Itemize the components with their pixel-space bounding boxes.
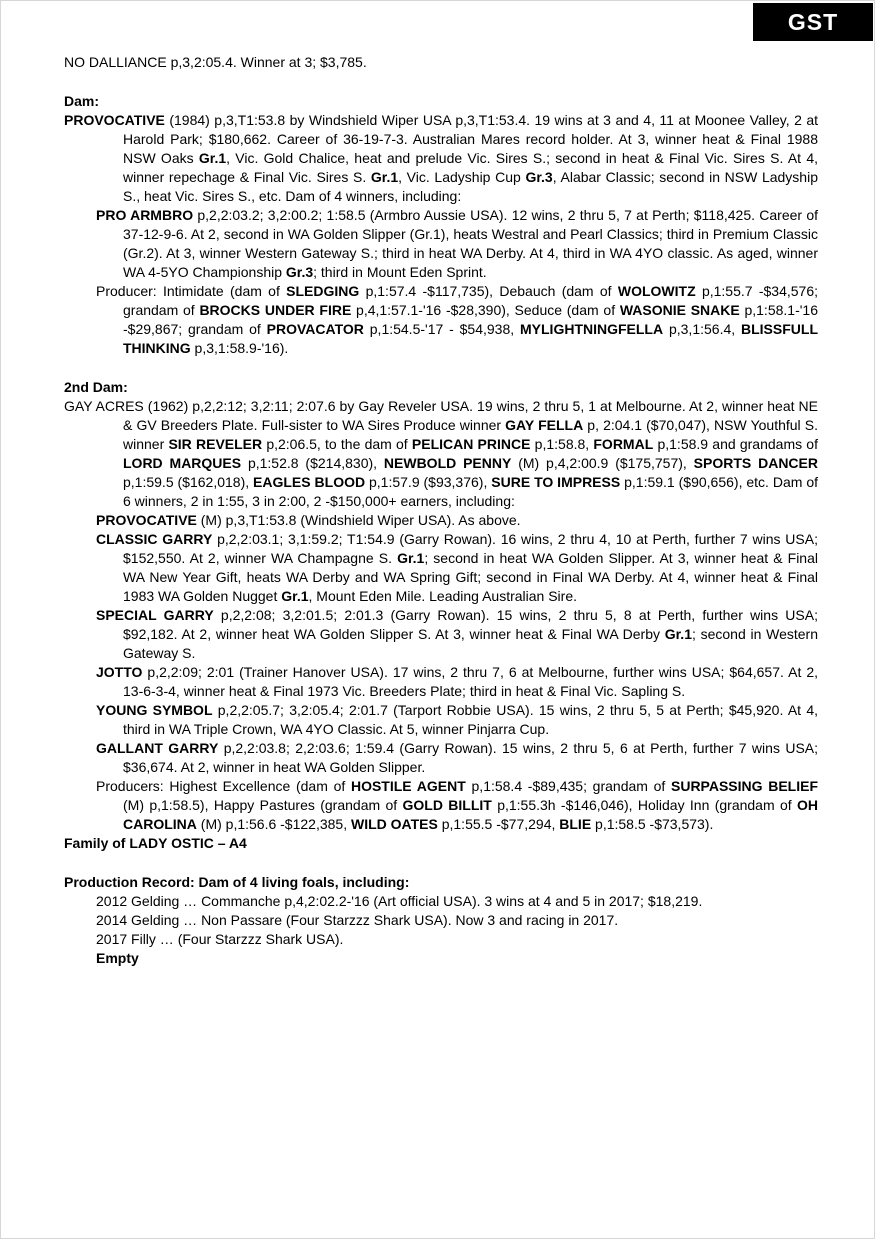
foal-2014-line bbox=[64, 911, 818, 930]
text-run: OH CAROLINA bbox=[123, 797, 818, 832]
text-run: p,1:55.5 -$77,294, bbox=[437, 816, 560, 832]
text-run: EAGLES BLOOD bbox=[253, 474, 366, 490]
text-run: Gr.1 bbox=[397, 550, 425, 566]
text-run: p,1:52.8 ($214,830), bbox=[241, 455, 384, 471]
text-run: p,1:58.4 -$89,435; grandam of bbox=[465, 778, 671, 794]
text-run: WILD OATES bbox=[350, 816, 438, 832]
text-run: p,1:58.5 -$73,573). bbox=[591, 816, 714, 832]
text-run: NO DALLIANCE p,3,2:05.4. Winner at 3; $3,785. bbox=[64, 54, 367, 70]
text-run: 2012 Gelding … Commanche p,4,2:02.2-'16 (Art official USA). 3 wins at 4 and 5 in 2017; $18,219. bbox=[96, 893, 703, 909]
text-run: Family of LADY OSTIC – A4 bbox=[64, 835, 247, 851]
text-run: Producer: Intimidate (dam of bbox=[96, 283, 287, 299]
text-run: p,2,2:03.2; 3,2:00.2; 1:58.5 (Armbro Aussie USA). 12 wins, 2 thru 5, 7 at Perth; $118,425. Career of 37-12-9-6. At 2, second in WA Golden Slipper (Gr.1), heats Westral and Pearl Classics; third in Premium Classic (Gr.2). At 3, winner Western Gateway S.; third in heat WA Derby. At 4, third in WA 4YO classic. As aged, winner WA 4-5YO Championship bbox=[123, 207, 818, 280]
dam-heading bbox=[64, 92, 818, 111]
text-run: GAY FELLA bbox=[505, 417, 584, 433]
text-run: Production Record: Dam of 4 living foals, including: bbox=[64, 874, 410, 890]
text-run: WOLOWITZ bbox=[617, 283, 696, 299]
text-run: Dam: bbox=[64, 93, 100, 109]
text-run: p,1:58.1-'16 -$29,867; grandam of bbox=[123, 302, 818, 337]
text-run: FORMAL bbox=[593, 436, 654, 452]
text-run: LORD MARQUES bbox=[123, 455, 242, 471]
text-run: SIR REVELER bbox=[168, 436, 263, 452]
classic-garry-paragraph bbox=[64, 530, 818, 606]
text-run: ; third in Mount Eden Sprint. bbox=[313, 264, 487, 280]
text-run: SURPASSING BELIEF bbox=[671, 778, 819, 794]
text-run: GOLD BILLIT bbox=[402, 797, 492, 813]
text-run: p,1:59.1 ($90,656), etc. Dam of 6 winners, 2 in 1:55, 3 in 2:00, 2 -$150,000+ earners, including: bbox=[123, 474, 818, 509]
text-run: Gr.1 bbox=[198, 150, 227, 166]
provocative-m-paragraph bbox=[64, 511, 818, 530]
text-run: p,2,2:03.1; 3,1:59.2; T1:54.9 (Garry Rowan). 16 wins, 2 thru 4, 10 at Perth, further 7 wins USA; $152,550. At 2, winner WA Champagne S. bbox=[123, 531, 818, 566]
text-run: p,1:55.7 -$34,576; grandam of bbox=[123, 283, 818, 318]
text-run: p,1:55.3h -$146,046), Holiday Inn (grandam of bbox=[491, 797, 797, 813]
text-run: (1984) p,3,T1:53.8 by Windshield Wiper USA p,3,T1:53.4. 19 wins at 3 and 4, 11 at Moonee Valley, 2 at Harold Park; $180,662. Career of 36-19-7-3. Australian Mares record holder. At 3, winner heat & Final 1988 NSW Oaks bbox=[123, 112, 818, 166]
text-run: , Vic. Ladyship Cup bbox=[398, 169, 526, 185]
text-run: GALLANT GARRY bbox=[96, 740, 219, 756]
text-run: BLISSFULL THINKING bbox=[123, 321, 818, 356]
text-run: Gr.3 bbox=[525, 169, 553, 185]
text-run: Gr.1 bbox=[370, 169, 399, 185]
producer-paragraph bbox=[64, 282, 818, 358]
foal-2017-line bbox=[64, 930, 818, 949]
text-run: (M) p,1:56.6 -$122,385, bbox=[196, 816, 351, 832]
text-run: p,1:57.9 ($93,376), bbox=[365, 474, 492, 490]
text-run: PRO ARMBRO bbox=[96, 207, 194, 223]
text-run: (M) p,1:58.5), Happy Pastures (grandam of bbox=[123, 797, 403, 813]
text-run: BLIE bbox=[559, 816, 592, 832]
text-run: WASONIE SNAKE bbox=[619, 302, 740, 318]
text-run: NEWBOLD PENNY bbox=[383, 455, 512, 471]
text-run: 2017 Filly … (Four Starzzz Shark USA). bbox=[96, 931, 344, 947]
text-run: p,2,2:05.7; 3,2:05.4; 2:01.7 (Tarport Robbie USA). 15 wins, 2 thru 5, 5 at Perth; $45,920. At 4, third in WA Triple Crown, WA 4YO Classic. At 5, winner Pinjarra Cup. bbox=[123, 702, 818, 737]
text-run: p,2:06.5, to the dam of bbox=[262, 436, 412, 452]
text-run: Gr.3 bbox=[285, 264, 314, 280]
text-run: 2nd Dam: bbox=[64, 379, 128, 395]
text-run: SPORTS DANCER bbox=[693, 455, 818, 471]
text-run: PROVACATOR bbox=[266, 321, 364, 337]
text-run: p, 2:04.1 ($70,047), NSW Youthful S. winner bbox=[123, 417, 818, 452]
young-symbol-paragraph bbox=[64, 701, 818, 739]
text-run: JOTTO bbox=[96, 664, 143, 680]
gst-badge bbox=[753, 3, 873, 41]
text-run: YOUNG SYMBOL bbox=[96, 702, 213, 718]
text-run: p,2,2:08; 3,2:01.5; 2:01.3 (Garry Rowan). 15 wins, 2 thru 5, 8 at Perth, further wins USA; $92,182. At 2, winner heat WA Golden Slipper S. At 3, winner heat & Final WA Derby bbox=[123, 607, 818, 642]
text-run: , Vic. Gold Chalice, heat and prelude Vic. Sires S.; second in heat & Final Vic. Sires S. At 4, winner repechage & Final Vic. Sires S. bbox=[123, 150, 818, 185]
no-dalliance-line bbox=[64, 53, 818, 72]
text-run: p,1:58.9 and grandams of bbox=[653, 436, 818, 452]
gst-label: GST bbox=[787, 9, 839, 35]
text-run: 2014 Gelding … Non Passare (Four Starzzz Shark USA). Now 3 and racing in 2017. bbox=[96, 912, 619, 928]
production-record-heading bbox=[64, 873, 818, 892]
text-run: p,1:59.5 ($162,018), bbox=[123, 474, 254, 490]
gallant-garry-paragraph bbox=[64, 739, 818, 777]
text-run: (M) p,4,2:00.9 ($175,757), bbox=[511, 455, 694, 471]
text-run: Empty bbox=[96, 950, 139, 966]
foal-2012-line bbox=[64, 892, 818, 911]
family-line bbox=[64, 834, 818, 853]
text-run: GAY ACRES (1962) p,2,2:12; 3,2:11; 2:07.6 by Gay Reveler USA. 19 wins, 2 thru 5, 1 at Melbourne. At 2, winner heat NE & GV Breeders Plate. Full-sister to WA Sires Produce winner bbox=[64, 398, 818, 433]
text-run: p,4,1:57.1-'16 -$28,390), Seduce (dam of bbox=[351, 302, 620, 318]
text-run: (M) p,3,T1:53.8 (Windshield Wiper USA). As above. bbox=[196, 512, 521, 528]
text-run: SURE TO IMPRESS bbox=[491, 474, 621, 490]
provocative-paragraph bbox=[64, 111, 818, 206]
text-run: Producers: Highest Excellence (dam of bbox=[96, 778, 351, 794]
second-dam-heading bbox=[64, 378, 818, 397]
text-run: p,2,2:03.8; 2,2:03.6; 1:59.4 (Garry Rowan). 15 wins, 2 thru 5, 6 at Perth, further 7 wins USA; $36,674. At 2, winner in heat WA Golden Slipper. bbox=[123, 740, 819, 775]
text-run: p,1:54.5-'17 - $54,938, bbox=[363, 321, 520, 337]
text-run: PELICAN PRINCE bbox=[411, 436, 531, 452]
text-run: p,1:58.8, bbox=[530, 436, 594, 452]
text-run: CLASSIC GARRY bbox=[96, 531, 213, 547]
text-run: , Alabar Classic; second in NSW Ladyship S., heat Vic. Sires S., etc. Dam of 4 winners, including: bbox=[123, 169, 818, 204]
text-run: SPECIAL GARRY bbox=[96, 607, 214, 623]
text-run: p,1:57.4 -$117,735), Debauch (dam of bbox=[359, 283, 618, 299]
pro-armbro-paragraph bbox=[64, 206, 818, 282]
text-run: Gr.1 bbox=[281, 588, 309, 604]
text-run: PROVOCATIVE bbox=[96, 512, 197, 528]
text-run: ; second in Western Gateway S. bbox=[123, 626, 818, 661]
empty-line bbox=[64, 949, 818, 968]
text-run: p,3,1:58.9-'16). bbox=[190, 340, 289, 356]
text-run: p,3,1:56.4, bbox=[663, 321, 741, 337]
text-run: Gr.1 bbox=[664, 626, 692, 642]
pedigree-document bbox=[64, 53, 818, 968]
text-run: HOSTILE AGENT bbox=[350, 778, 466, 794]
text-run: SLEDGING bbox=[286, 283, 360, 299]
text-run: MYLIGHTNINGFELLA bbox=[520, 321, 664, 337]
jotto-paragraph bbox=[64, 663, 818, 701]
text-run: , Mount Eden Mile. Leading Australian Sire. bbox=[308, 588, 578, 604]
producers-paragraph bbox=[64, 777, 818, 834]
text-run: ; second in heat WA Golden Slipper. At 3, winner heat & Final WA New Year Gift, heats WA Derby and WA Spring Gift; second in Final WA Derby. At 4, winner heat & Final 1983 WA Golden Nugget bbox=[123, 550, 818, 604]
gay-acres-paragraph bbox=[64, 397, 818, 511]
text-run: PROVOCATIVE bbox=[64, 112, 165, 128]
text-run: p,2,2:09; 2:01 (Trainer Hanover USA). 17 wins, 2 thru 7, 6 at Melbourne, further wins USA; $64,657. At 2, 13-6-3-4, winner heat & Final 1973 Vic. Breeders Plate; third in heat & Final Vic. Sapling S. bbox=[123, 664, 818, 699]
text-run: BROCKS UNDER FIRE bbox=[199, 302, 352, 318]
special-garry-paragraph bbox=[64, 606, 818, 663]
